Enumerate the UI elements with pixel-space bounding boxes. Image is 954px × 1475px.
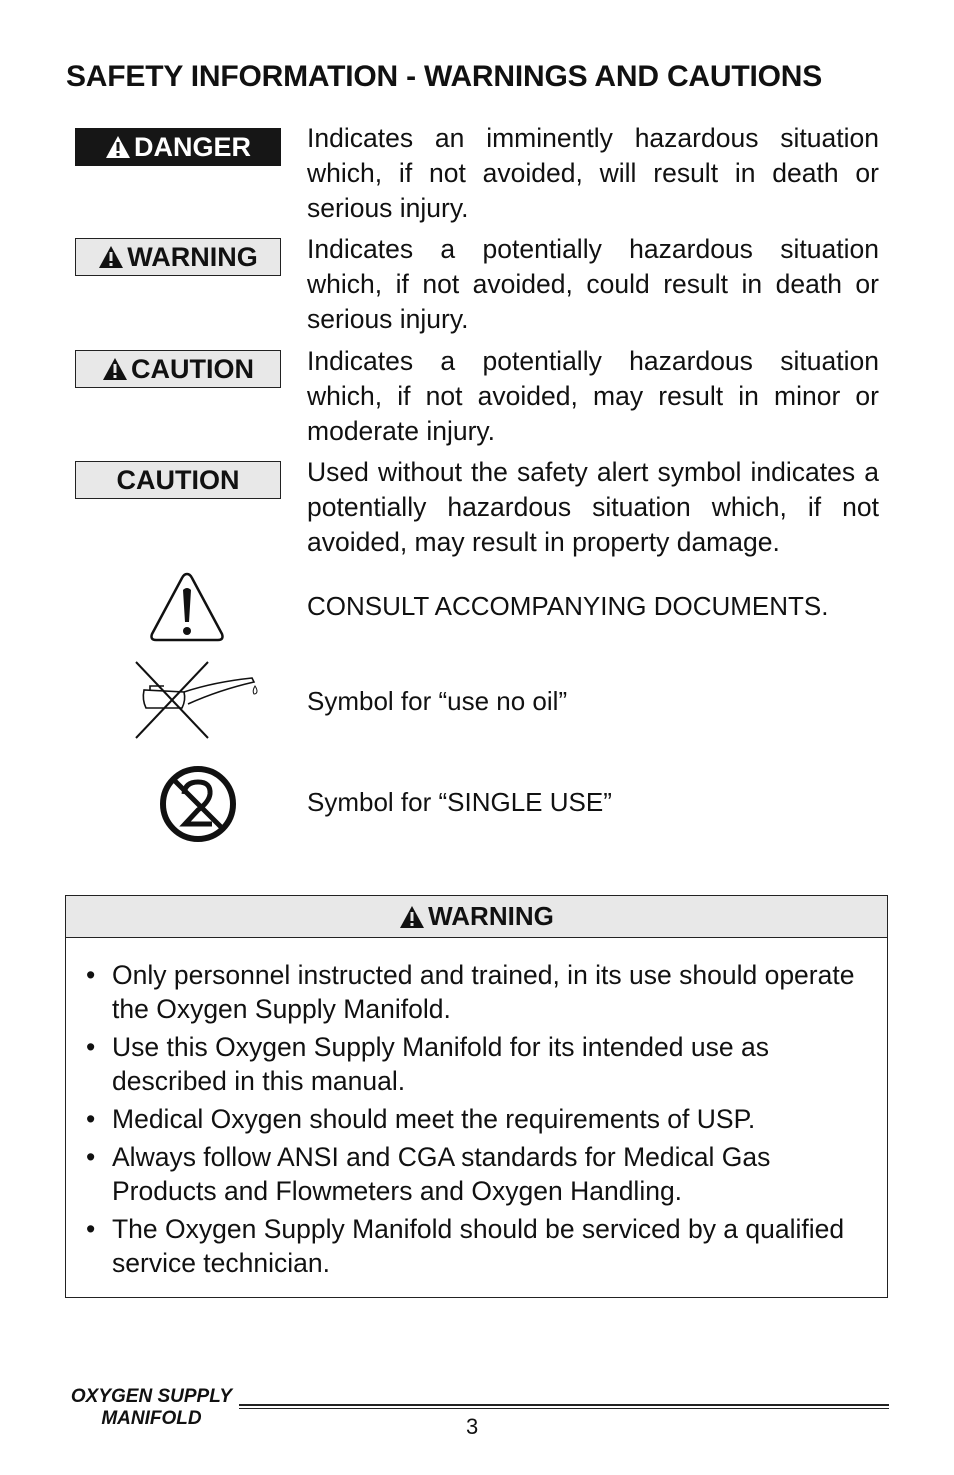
caution-label <box>75 461 281 499</box>
footer-line-2: MANIFOLD <box>101 1408 202 1429</box>
danger-label <box>75 128 281 166</box>
no-oil-icon <box>134 660 264 745</box>
list-item: • Always follow ANSI and CGA standards for Medical Gas Products and Flowmeters and Oxygen Handling. <box>86 1142 771 1206</box>
warning-panel-heading <box>66 896 887 938</box>
caution-alert-label <box>75 350 281 388</box>
danger-label-text: DANGER <box>133 131 251 162</box>
warning-label <box>75 238 281 276</box>
list-item: • Medical Oxygen should meet the requirements of USP. <box>86 1104 756 1134</box>
consult-documents-text: CONSULT ACCOMPANYING DOCUMENTS. <box>307 591 829 621</box>
list-item: • Use this Oxygen Supply Manifold for its intended use as described in this manual. <box>86 1032 769 1096</box>
caution-description: Used without the safety alert symbol indicates a potentially hazardous situation which, if not avoided, may result in property damage. <box>307 457 879 557</box>
list-item: • The Oxygen Supply Manifold should be serviced by a qualified service technician. <box>86 1214 845 1278</box>
footer-product-name <box>64 1386 239 1430</box>
safety-alert-icon <box>399 905 425 929</box>
list-item: • Only personnel instructed and trained, in its use should operate the Oxygen Supply Manifold. <box>86 960 855 1024</box>
caution-label-text: CAUTION <box>116 464 240 495</box>
warning-panel <box>65 895 888 1298</box>
single-use-icon <box>158 764 238 849</box>
safety-alert-icon <box>98 245 124 269</box>
warning-label-text: WARNING <box>127 241 258 272</box>
warning-list <box>66 938 887 1280</box>
danger-description: Indicates an imminently hazardous situation which, if not avoided, will result in death or serious injury. <box>307 123 879 223</box>
exclamation-triangle-icon <box>148 570 226 649</box>
warning-description: Indicates a potentially hazardous situation which, if not avoided, could result in death or serious injury. <box>307 234 879 334</box>
safety-alert-icon <box>105 135 131 159</box>
no-oil-text: Symbol for “use no oil” <box>307 686 568 716</box>
warning-panel-heading-text: WARNING <box>428 901 554 931</box>
footer-rule <box>239 1404 889 1411</box>
footer-line-1: OXYGEN SUPPLY <box>70 1386 233 1407</box>
caution-alert-label-text: CAUTION <box>131 353 254 384</box>
page-number: 3 <box>466 1414 479 1439</box>
single-use-text: Symbol for “SINGLE USE” <box>307 787 612 817</box>
safety-alert-icon <box>102 357 128 381</box>
caution-alert-description: Indicates a potentially hazardous situation which, if not avoided, may result in minor or moderate injury. <box>307 346 879 446</box>
page-title: SAFETY INFORMATION - WARNINGS AND CAUTIONS <box>66 60 823 93</box>
